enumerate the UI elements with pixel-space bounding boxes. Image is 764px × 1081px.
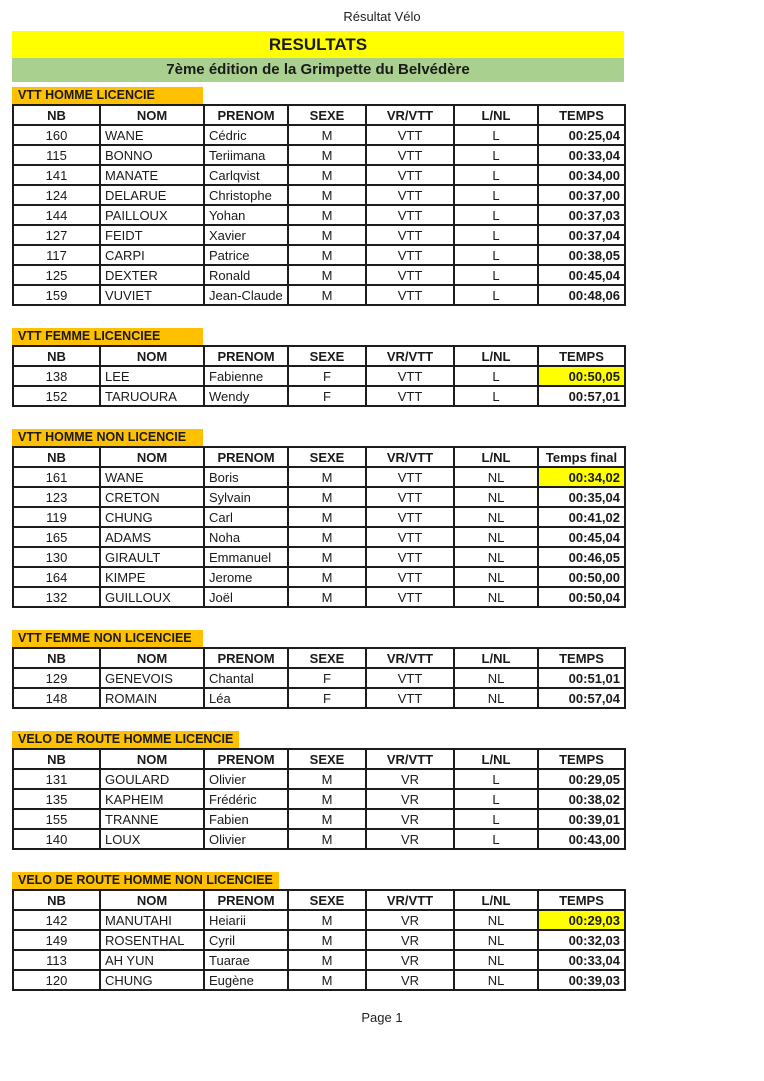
column-header-sexe: SEXE xyxy=(288,105,366,125)
cell-nom: ROSENTHAL xyxy=(100,930,204,950)
column-header-temps: TEMPS xyxy=(538,648,625,668)
cell-temps: 00:33,04 xyxy=(538,950,625,970)
cell-nom: GUILLOUX xyxy=(100,587,204,607)
column-header-temps: TEMPS xyxy=(538,346,625,366)
cell-vrvtt: VR xyxy=(366,769,454,789)
section-label: VTT FEMME NON LICENCIEE xyxy=(12,630,203,647)
cell-prenom: Carlqvist xyxy=(204,165,288,185)
table-row xyxy=(13,668,625,688)
column-header-nb: NB xyxy=(13,749,100,769)
cell-nom: TARUOURA xyxy=(100,386,204,406)
cell-lnl: L xyxy=(454,285,538,305)
cell-sexe: M xyxy=(288,829,366,849)
cell-temps: 00:29,03 xyxy=(538,910,625,930)
cell-temps: 00:48,06 xyxy=(538,285,625,305)
cell-sexe: M xyxy=(288,789,366,809)
page-number: Page 1 xyxy=(361,1010,403,1025)
cell-nb: 120 xyxy=(13,970,100,990)
cell-temps: 00:34,00 xyxy=(538,165,625,185)
results-table xyxy=(12,748,626,850)
cell-sexe: M xyxy=(288,165,366,185)
column-header-sexe: SEXE xyxy=(288,648,366,668)
cell-prenom: Yohan xyxy=(204,205,288,225)
cell-sexe: F xyxy=(288,386,366,406)
cell-lnl: NL xyxy=(454,547,538,567)
cell-lnl: L xyxy=(454,165,538,185)
results-banner: RESULTATS xyxy=(12,31,624,58)
cell-lnl: L xyxy=(454,789,538,809)
cell-lnl: NL xyxy=(454,688,538,708)
cell-sexe: M xyxy=(288,567,366,587)
cell-nom: WANE xyxy=(100,125,204,145)
cell-sexe: M xyxy=(288,970,366,990)
cell-nb: 140 xyxy=(13,829,100,849)
cell-nom: DEXTER xyxy=(100,265,204,285)
table-row xyxy=(13,930,625,950)
cell-prenom: Patrice xyxy=(204,245,288,265)
cell-vrvtt: VTT xyxy=(366,668,454,688)
column-header-prenom: PRENOM xyxy=(204,105,288,125)
cell-temps: 00:39,03 xyxy=(538,970,625,990)
table-row xyxy=(13,487,625,507)
table-row xyxy=(13,809,625,829)
cell-vrvtt: VTT xyxy=(366,547,454,567)
cell-nb: 115 xyxy=(13,145,100,165)
cell-lnl: L xyxy=(454,225,538,245)
column-header-sexe: SEXE xyxy=(288,346,366,366)
cell-nb: 127 xyxy=(13,225,100,245)
section-label: VTT HOMME NON LICENCIE xyxy=(12,429,203,446)
cell-lnl: L xyxy=(454,386,538,406)
cell-sexe: M xyxy=(288,950,366,970)
cell-nb: 130 xyxy=(13,547,100,567)
cell-vrvtt: VTT xyxy=(366,467,454,487)
cell-nb: 141 xyxy=(13,165,100,185)
cell-temps: 00:29,05 xyxy=(538,769,625,789)
column-header-vrvtt: VR/VTT xyxy=(366,346,454,366)
table-row xyxy=(13,165,625,185)
table-row xyxy=(13,567,625,587)
column-header-vrvtt: VR/VTT xyxy=(366,648,454,668)
cell-lnl: NL xyxy=(454,910,538,930)
cell-lnl: NL xyxy=(454,507,538,527)
header-row xyxy=(13,346,625,366)
cell-vrvtt: VTT xyxy=(366,125,454,145)
cell-lnl: L xyxy=(454,265,538,285)
cell-prenom: Christophe xyxy=(204,185,288,205)
column-header-nom: NOM xyxy=(100,105,204,125)
cell-prenom: Fabien xyxy=(204,809,288,829)
cell-nom: DELARUE xyxy=(100,185,204,205)
cell-nb: 123 xyxy=(13,487,100,507)
column-header-prenom: PRENOM xyxy=(204,890,288,910)
cell-nb: 132 xyxy=(13,587,100,607)
header-row xyxy=(13,447,625,467)
table-row xyxy=(13,769,625,789)
cell-sexe: M xyxy=(288,185,366,205)
cell-sexe: F xyxy=(288,688,366,708)
column-header-lnl: L/NL xyxy=(454,105,538,125)
cell-temps: 00:45,04 xyxy=(538,265,625,285)
cell-prenom: Olivier xyxy=(204,769,288,789)
column-header-lnl: L/NL xyxy=(454,890,538,910)
result-section xyxy=(0,629,764,709)
cell-prenom: Frédéric xyxy=(204,789,288,809)
cell-vrvtt: VR xyxy=(366,910,454,930)
cell-nom: LEE xyxy=(100,366,204,386)
cell-nb: 164 xyxy=(13,567,100,587)
cell-nb: 152 xyxy=(13,386,100,406)
cell-vrvtt: VR xyxy=(366,809,454,829)
cell-temps: 00:50,04 xyxy=(538,587,625,607)
cell-prenom: Jerome xyxy=(204,567,288,587)
cell-vrvtt: VTT xyxy=(366,587,454,607)
table-row xyxy=(13,467,625,487)
cell-vrvtt: VR xyxy=(366,789,454,809)
cell-nb: 113 xyxy=(13,950,100,970)
column-header-temps: Temps final xyxy=(538,447,625,467)
cell-vrvtt: VTT xyxy=(366,688,454,708)
cell-sexe: M xyxy=(288,507,366,527)
column-header-sexe: SEXE xyxy=(288,749,366,769)
cell-prenom: Noha xyxy=(204,527,288,547)
cell-prenom: Carl xyxy=(204,507,288,527)
column-header-temps: TEMPS xyxy=(538,105,625,125)
cell-temps: 00:41,02 xyxy=(538,507,625,527)
column-header-prenom: PRENOM xyxy=(204,648,288,668)
cell-nom: PAILLOUX xyxy=(100,205,204,225)
column-header-sexe: SEXE xyxy=(288,890,366,910)
cell-prenom: Olivier xyxy=(204,829,288,849)
column-header-nb: NB xyxy=(13,648,100,668)
column-header-nom: NOM xyxy=(100,749,204,769)
cell-sexe: M xyxy=(288,769,366,789)
cell-prenom: Eugène xyxy=(204,970,288,990)
cell-temps: 00:51,01 xyxy=(538,668,625,688)
result-section xyxy=(0,871,764,991)
cell-sexe: M xyxy=(288,145,366,165)
table-row xyxy=(13,265,625,285)
result-section xyxy=(0,428,764,608)
cell-prenom: Emmanuel xyxy=(204,547,288,567)
cell-prenom: Wendy xyxy=(204,386,288,406)
table-row xyxy=(13,829,625,849)
results-table xyxy=(12,104,626,306)
cell-lnl: NL xyxy=(454,950,538,970)
cell-nom: BONNO xyxy=(100,145,204,165)
cell-temps: 00:45,04 xyxy=(538,527,625,547)
cell-sexe: M xyxy=(288,125,366,145)
cell-vrvtt: VTT xyxy=(366,386,454,406)
cell-lnl: L xyxy=(454,245,538,265)
cell-nom: CRETON xyxy=(100,487,204,507)
cell-lnl: NL xyxy=(454,668,538,688)
cell-vrvtt: VTT xyxy=(366,165,454,185)
cell-prenom: Cyril xyxy=(204,930,288,950)
cell-nb: 124 xyxy=(13,185,100,205)
cell-nom: GOULARD xyxy=(100,769,204,789)
cell-prenom: Tuarae xyxy=(204,950,288,970)
header-row xyxy=(13,648,625,668)
cell-vrvtt: VTT xyxy=(366,527,454,547)
cell-lnl: NL xyxy=(454,487,538,507)
cell-temps: 00:38,02 xyxy=(538,789,625,809)
table-row xyxy=(13,366,625,386)
cell-prenom: Ronald xyxy=(204,265,288,285)
cell-lnl: L xyxy=(454,769,538,789)
cell-prenom: Jean-Claude xyxy=(204,285,288,305)
cell-lnl: L xyxy=(454,205,538,225)
cell-nom: ADAMS xyxy=(100,527,204,547)
cell-nb: 148 xyxy=(13,688,100,708)
cell-prenom: Teriimana xyxy=(204,145,288,165)
column-header-nb: NB xyxy=(13,105,100,125)
cell-prenom: Fabienne xyxy=(204,366,288,386)
table-row xyxy=(13,185,625,205)
cell-temps: 00:34,02 xyxy=(538,467,625,487)
cell-vrvtt: VTT xyxy=(366,567,454,587)
cell-vrvtt: VTT xyxy=(366,145,454,165)
results-table xyxy=(12,345,626,407)
sections-container xyxy=(0,86,764,991)
cell-lnl: L xyxy=(454,185,538,205)
result-section xyxy=(0,86,764,306)
cell-nom: GENEVOIS xyxy=(100,668,204,688)
cell-lnl: NL xyxy=(454,527,538,547)
cell-nb: 160 xyxy=(13,125,100,145)
cell-vrvtt: VR xyxy=(366,930,454,950)
cell-nom: LOUX xyxy=(100,829,204,849)
result-section xyxy=(0,327,764,407)
cell-temps: 00:37,00 xyxy=(538,185,625,205)
column-header-vrvtt: VR/VTT xyxy=(366,890,454,910)
cell-nom: CARPI xyxy=(100,245,204,265)
cell-prenom: Léa xyxy=(204,688,288,708)
cell-lnl: NL xyxy=(454,467,538,487)
column-header-vrvtt: VR/VTT xyxy=(366,447,454,467)
column-header-temps: TEMPS xyxy=(538,890,625,910)
cell-vrvtt: VR xyxy=(366,970,454,990)
column-header-lnl: L/NL xyxy=(454,346,538,366)
column-header-nom: NOM xyxy=(100,346,204,366)
header-row xyxy=(13,105,625,125)
cell-lnl: L xyxy=(454,125,538,145)
cell-nb: 129 xyxy=(13,668,100,688)
column-header-vrvtt: VR/VTT xyxy=(366,105,454,125)
cell-nb: 161 xyxy=(13,467,100,487)
cell-vrvtt: VTT xyxy=(366,205,454,225)
cell-nb: 135 xyxy=(13,789,100,809)
section-label: VELO DE ROUTE HOMME NON LICENCIEE xyxy=(12,872,279,889)
table-row xyxy=(13,950,625,970)
cell-lnl: L xyxy=(454,145,538,165)
column-header-prenom: PRENOM xyxy=(204,346,288,366)
cell-prenom: Cédric xyxy=(204,125,288,145)
cell-prenom: Boris xyxy=(204,467,288,487)
cell-temps: 00:46,05 xyxy=(538,547,625,567)
cell-vrvtt: VTT xyxy=(366,285,454,305)
cell-nb: 155 xyxy=(13,809,100,829)
edition-banner: 7ème édition de la Grimpette du Belvédère xyxy=(12,58,624,82)
column-header-sexe: SEXE xyxy=(288,447,366,467)
cell-sexe: M xyxy=(288,587,366,607)
cell-temps: 00:39,01 xyxy=(538,809,625,829)
cell-vrvtt: VTT xyxy=(366,265,454,285)
cell-nb: 131 xyxy=(13,769,100,789)
cell-sexe: F xyxy=(288,366,366,386)
cell-lnl: L xyxy=(454,809,538,829)
header-row xyxy=(13,890,625,910)
cell-temps: 00:50,05 xyxy=(538,366,625,386)
cell-temps: 00:25,04 xyxy=(538,125,625,145)
cell-sexe: F xyxy=(288,668,366,688)
cell-sexe: M xyxy=(288,205,366,225)
column-header-nb: NB xyxy=(13,346,100,366)
cell-vrvtt: VTT xyxy=(366,507,454,527)
cell-sexe: M xyxy=(288,487,366,507)
table-row xyxy=(13,386,625,406)
cell-vrvtt: VTT xyxy=(366,487,454,507)
cell-vrvtt: VTT xyxy=(366,185,454,205)
cell-temps: 00:35,04 xyxy=(538,487,625,507)
cell-temps: 00:37,04 xyxy=(538,225,625,245)
cell-lnl: L xyxy=(454,829,538,849)
cell-nom: TRANNE xyxy=(100,809,204,829)
table-row xyxy=(13,547,625,567)
cell-vrvtt: VTT xyxy=(366,366,454,386)
column-header-nb: NB xyxy=(13,890,100,910)
cell-sexe: M xyxy=(288,930,366,950)
cell-nb: 117 xyxy=(13,245,100,265)
cell-lnl: NL xyxy=(454,970,538,990)
cell-prenom: Sylvain xyxy=(204,487,288,507)
table-row xyxy=(13,910,625,930)
cell-nom: WANE xyxy=(100,467,204,487)
column-header-lnl: L/NL xyxy=(454,447,538,467)
column-header-lnl: L/NL xyxy=(454,648,538,668)
cell-vrvtt: VR xyxy=(366,950,454,970)
cell-nom: CHUNG xyxy=(100,970,204,990)
cell-temps: 00:57,04 xyxy=(538,688,625,708)
results-table xyxy=(12,446,626,608)
cell-nb: 119 xyxy=(13,507,100,527)
cell-nb: 138 xyxy=(13,366,100,386)
cell-nom: CHUNG xyxy=(100,507,204,527)
cell-lnl: NL xyxy=(454,930,538,950)
cell-prenom: Xavier xyxy=(204,225,288,245)
cell-sexe: M xyxy=(288,527,366,547)
document-title: Résultat Vélo xyxy=(343,9,421,24)
cell-lnl: NL xyxy=(454,587,538,607)
cell-sexe: M xyxy=(288,910,366,930)
cell-nom: MANATE xyxy=(100,165,204,185)
column-header-nom: NOM xyxy=(100,890,204,910)
section-label: VELO DE ROUTE HOMME LICENCIE xyxy=(12,731,239,748)
cell-sexe: M xyxy=(288,467,366,487)
column-header-nom: NOM xyxy=(100,648,204,668)
table-row xyxy=(13,225,625,245)
table-row xyxy=(13,285,625,305)
cell-nom: GIRAULT xyxy=(100,547,204,567)
results-table xyxy=(12,889,626,991)
column-header-prenom: PRENOM xyxy=(204,749,288,769)
cell-vrvtt: VR xyxy=(366,829,454,849)
cell-nb: 142 xyxy=(13,910,100,930)
cell-nb: 144 xyxy=(13,205,100,225)
section-label: VTT HOMME LICENCIE xyxy=(12,87,203,104)
cell-sexe: M xyxy=(288,265,366,285)
column-header-temps: TEMPS xyxy=(538,749,625,769)
column-header-nb: NB xyxy=(13,447,100,467)
cell-nom: KIMPE xyxy=(100,567,204,587)
table-row xyxy=(13,587,625,607)
cell-temps: 00:50,00 xyxy=(538,567,625,587)
table-row xyxy=(13,205,625,225)
cell-temps: 00:57,01 xyxy=(538,386,625,406)
cell-prenom: Chantal xyxy=(204,668,288,688)
result-section xyxy=(0,730,764,850)
cell-lnl: NL xyxy=(454,567,538,587)
results-table xyxy=(12,647,626,709)
cell-temps: 00:32,03 xyxy=(538,930,625,950)
table-row xyxy=(13,507,625,527)
column-header-lnl: L/NL xyxy=(454,749,538,769)
table-row xyxy=(13,789,625,809)
cell-temps: 00:43,00 xyxy=(538,829,625,849)
cell-sexe: M xyxy=(288,547,366,567)
column-header-vrvtt: VR/VTT xyxy=(366,749,454,769)
table-row xyxy=(13,125,625,145)
cell-nb: 159 xyxy=(13,285,100,305)
table-row xyxy=(13,970,625,990)
cell-nom: ROMAIN xyxy=(100,688,204,708)
cell-nom: KAPHEIM xyxy=(100,789,204,809)
cell-prenom: Joël xyxy=(204,587,288,607)
cell-nom: MANUTAHI xyxy=(100,910,204,930)
cell-nom: AH YUN xyxy=(100,950,204,970)
cell-sexe: M xyxy=(288,225,366,245)
cell-temps: 00:37,03 xyxy=(538,205,625,225)
column-header-prenom: PRENOM xyxy=(204,447,288,467)
header-row xyxy=(13,749,625,769)
section-label: VTT FEMME LICENCIEE xyxy=(12,328,203,345)
table-row xyxy=(13,688,625,708)
cell-prenom: Heiarii xyxy=(204,910,288,930)
cell-nb: 125 xyxy=(13,265,100,285)
cell-sexe: M xyxy=(288,809,366,829)
cell-vrvtt: VTT xyxy=(366,225,454,245)
cell-lnl: L xyxy=(454,366,538,386)
column-header-nom: NOM xyxy=(100,447,204,467)
cell-nb: 149 xyxy=(13,930,100,950)
table-row xyxy=(13,145,625,165)
cell-nom: VUVIET xyxy=(100,285,204,305)
cell-temps: 00:33,04 xyxy=(538,145,625,165)
cell-nom: FEIDT xyxy=(100,225,204,245)
cell-vrvtt: VTT xyxy=(366,245,454,265)
table-row xyxy=(13,245,625,265)
cell-nb: 165 xyxy=(13,527,100,547)
cell-sexe: M xyxy=(288,285,366,305)
cell-temps: 00:38,05 xyxy=(538,245,625,265)
cell-sexe: M xyxy=(288,245,366,265)
table-row xyxy=(13,527,625,547)
